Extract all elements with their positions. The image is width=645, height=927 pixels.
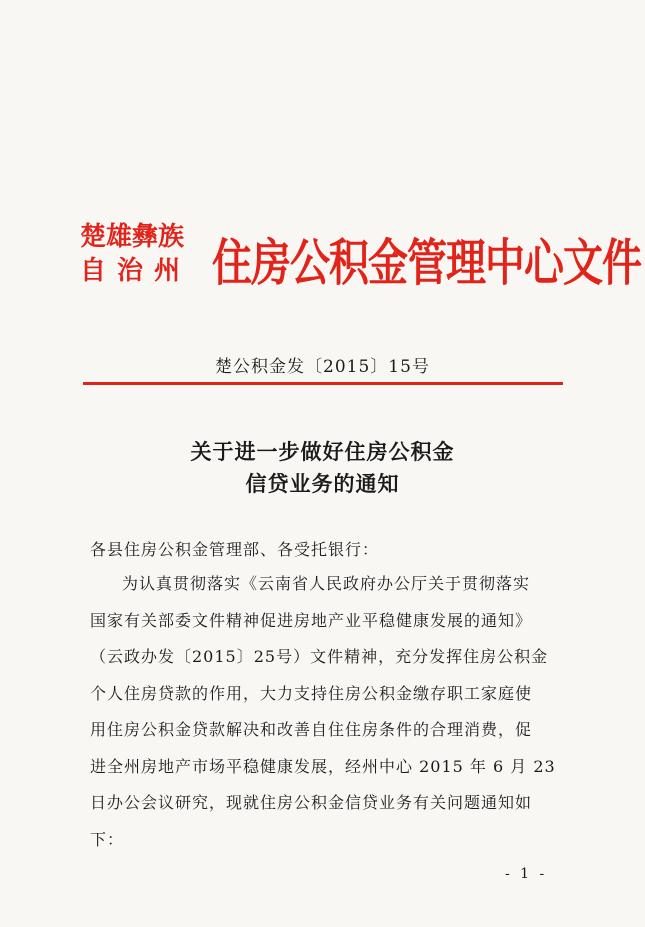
masthead <box>80 218 641 298</box>
salutation: 各县住房公积金管理部、各受托银行： <box>90 540 380 559</box>
body-line: 个人住房贷款的作用，大力支持住房公积金缴存职工家庭使 <box>90 683 533 703</box>
body-line: 用住房公积金贷款解决和改善自住住房条件的合理消费，促 <box>90 720 533 739</box>
title-line1: 关于进一步做好住房公积金 <box>190 440 455 464</box>
body-line: （云政办发〔2015〕25号）文件精神，充分发挥住房公积金 <box>90 647 549 666</box>
masthead-organization <box>80 220 210 288</box>
body-line: 下： <box>90 829 125 849</box>
body-line: 国家有关部委文件精神促进房地产业平稳健康发展的通知》 <box>90 610 533 630</box>
body-line: 日办公会议研究，现就住房公积金信贷业务有关问题通知如 <box>90 793 533 812</box>
document-number: 楚公积金发〔2015〕15号 <box>215 357 430 377</box>
masthead-office-name: 住房公积金管理中心文件 <box>212 235 641 293</box>
red-divider-rule <box>83 382 563 385</box>
body-paragraph <box>90 566 560 858</box>
masthead-org-line1: 楚雄彝族 <box>80 222 185 252</box>
body-line: 进全州房地产市场平稳健康发展，经州中心 2015 年 6 月 23 <box>90 756 556 776</box>
masthead-org-line2: 自治州 <box>80 256 192 286</box>
body-line: 为认真贯彻落实《云南省人民政府办公厅关于贯彻落实 <box>122 574 531 593</box>
title-line2: 信贷业务的通知 <box>245 472 400 496</box>
page-number: - 1 - <box>505 866 548 882</box>
document-title <box>0 436 645 500</box>
